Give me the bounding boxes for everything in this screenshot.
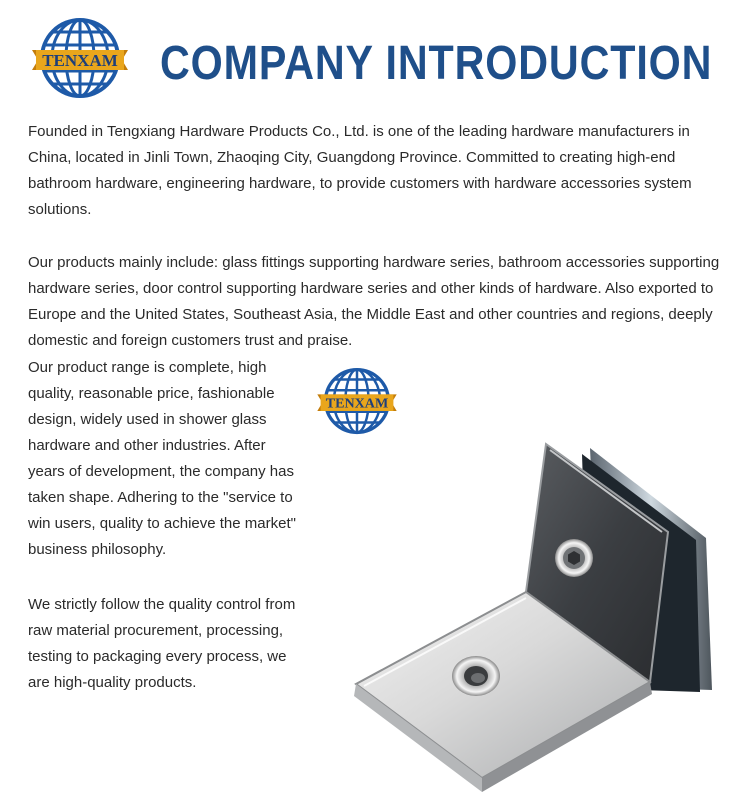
header: [0, 0, 750, 115]
intro-paragraph-3: Our product range is complete, high quality, reasonable price, fashionable design, widely used in shower glass hardware and other industries. After years of development, the company has taken shape. Adhering to the "service to win users, quality to achieve the market" business philosophy.: [28, 359, 296, 558]
glass-clamp-illustration: [350, 440, 730, 800]
intro-paragraph-1: Founded in Tengxiang Hardware Products Co., Ltd. is one of the leading hardware manufacturers in China, located in Jinli Town, Zhaoqing City, Guangdong Province. Committed to creating high-end bathroom hardware, engineering hardware, to provide customers with hardware accessories system solutions.: [28, 123, 692, 218]
logo-text: TENXAM: [42, 51, 118, 70]
intro-paragraph-4: We strictly follow the quality control from raw material procurement, processing, testing to packaging every process, we are high-quality products.: [28, 596, 296, 691]
logo-text: TENXAM: [325, 395, 389, 412]
tenxam-logo: [28, 16, 132, 106]
globe-logo-icon: [314, 366, 400, 441]
page-title: COMPANY INTRODUCTION: [160, 37, 713, 90]
globe-logo-icon: [28, 16, 132, 106]
glass-clamp-product-image: [350, 440, 730, 800]
tenxam-logo-secondary: [314, 366, 400, 441]
intro-paragraph-2: Our products mainly include: glass fittings supporting hardware series, bathroom accessories supporting hardware series, door control supporting hardware series and other kinds of hardware. Also exported to Europe and the United States, Southeast Asia, the Middle East and other countries and regions, deeply domestic and foreign customers trust and praise.: [28, 254, 720, 349]
